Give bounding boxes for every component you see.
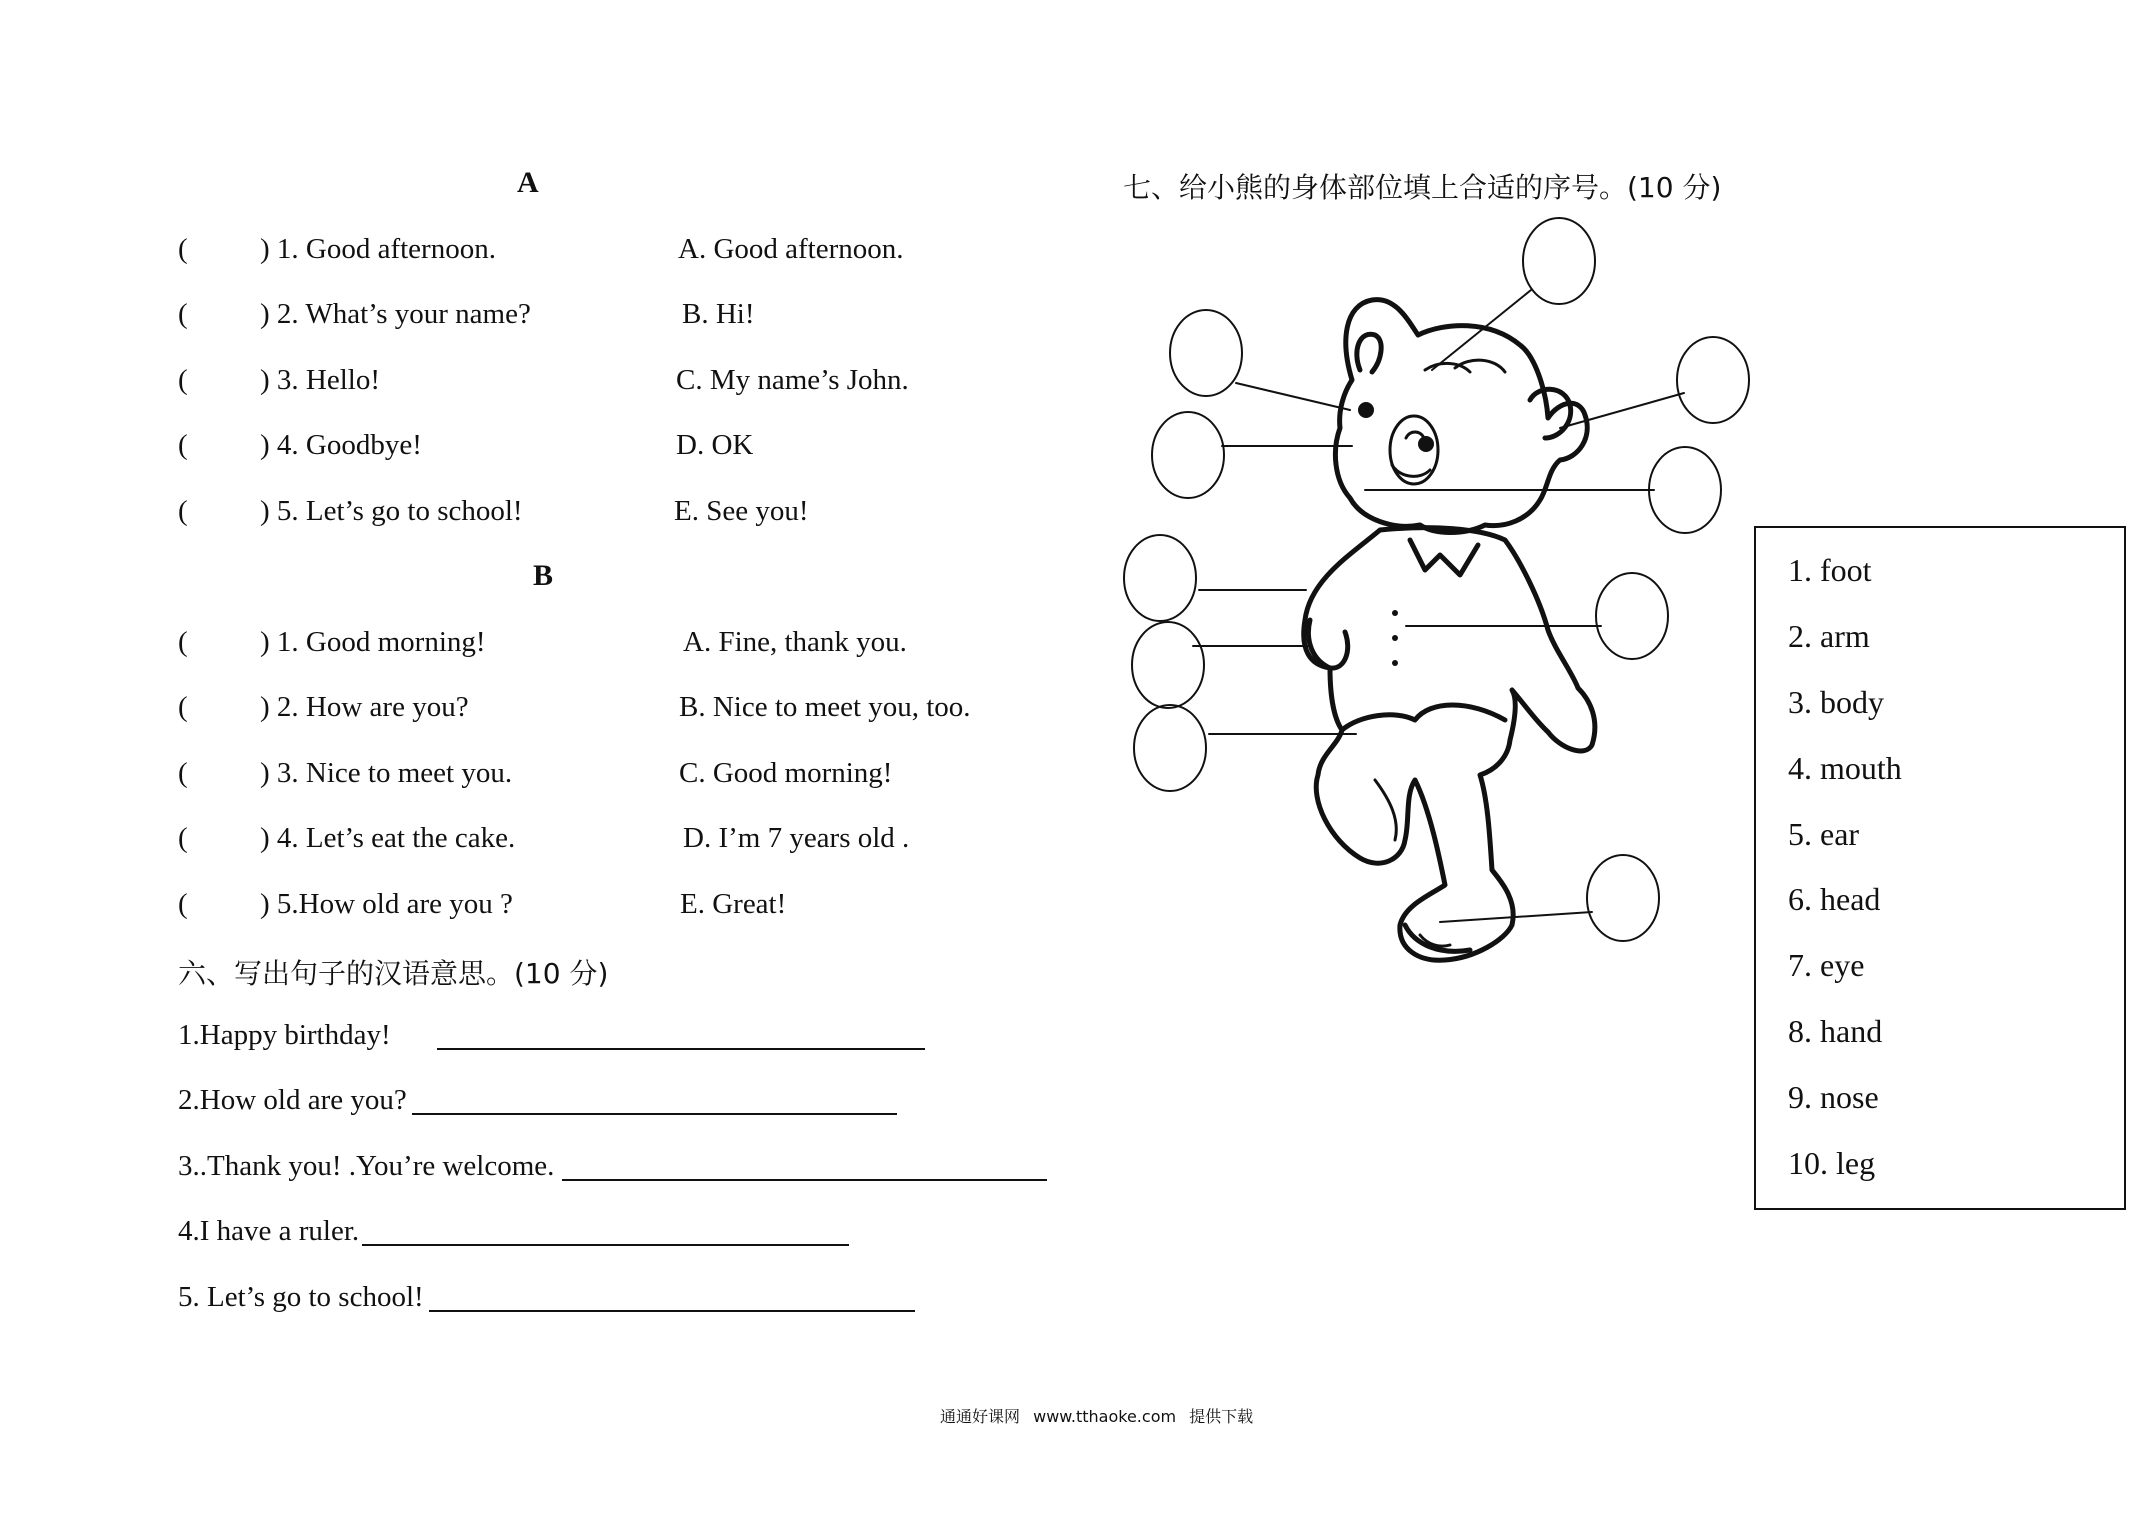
answer-option: C. My name’s John. [676,364,909,396]
word-item: 7. eye [1788,947,1865,983]
answer-paren: ( [178,364,188,396]
sentence-text: 5. Let’s go to school! [178,1281,424,1313]
answer-blank[interactable] [429,1280,915,1312]
answer-option: C. Good morning! [679,757,893,789]
word-item: 10. leg [1788,1145,1876,1181]
question-text: ) 4. Goodbye! [260,429,422,461]
word-bank [1754,526,2126,1210]
footer-site: 通通好课网 [940,1407,1021,1426]
question-text: ) 3. Nice to meet you. [260,757,513,789]
answer-option: B. Hi! [682,298,755,330]
question-text: ) 5.How old are you ? [260,888,513,920]
question-text: ) 5. Let’s go to school! [260,495,523,527]
answer-option: E. Great! [680,888,787,920]
section-b-title: B [533,559,554,592]
word-item: 6. head [1788,881,1881,917]
section-6-title: 六、写出句子的汉语意思。(10 分) [178,957,609,990]
sentence-text: 4.I have a ruler. [178,1215,360,1247]
word-item: 8. hand [1788,1013,1883,1049]
answer-paren: ( [178,822,188,854]
answer-blank[interactable] [437,1018,925,1050]
section-a-title: A [517,166,539,199]
answer-paren: ( [178,888,188,920]
question-text: ) 1. Good afternoon. [260,233,496,265]
sentence-text: 3..Thank you! .You’re welcome. [178,1150,555,1182]
word-item: 9. nose [1788,1079,1879,1115]
answer-paren: ( [178,626,188,658]
question-text: ) 4. Let’s eat the cake. [260,822,516,854]
answer-blank[interactable] [362,1214,849,1246]
answer-paren: ( [178,298,188,330]
answer-option: D. I’m 7 years old . [683,822,910,854]
footer [940,1404,1253,1427]
answer-paren: ( [178,495,188,527]
word-item: 2. arm [1788,618,1870,654]
answer-paren: ( [178,757,188,789]
answer-paren: ( [178,429,188,461]
sentence-text: 1.Happy birthday! [178,1019,391,1051]
footer-url[interactable]: www.tthaoke.com [1033,1407,1177,1426]
footer-suffix: 提供下载 [1189,1407,1254,1426]
section-7-title: 七、给小熊的身体部位填上合适的序号。(10 分) [1123,171,1722,204]
answer-paren: ( [178,691,188,723]
question-text: ) 2. What’s your name? [260,298,531,330]
word-item: 5. ear [1788,816,1860,852]
answer-blank[interactable] [412,1083,897,1115]
answer-option: D. OK [676,429,754,461]
word-item: 3. body [1788,684,1884,720]
answer-option: E. See you! [674,495,809,527]
sentence-text: 2.How old are you? [178,1084,407,1116]
word-item: 4. mouth [1788,750,1902,786]
answer-option: B. Nice to meet you, too. [679,691,971,723]
answer-option: A. Fine, thank you. [683,626,907,658]
question-text: ) 1. Good morning! [260,626,486,658]
answer-paren: ( [178,233,188,265]
answer-blank[interactable] [562,1149,1047,1181]
question-text: ) 2. How are you? [260,691,469,723]
word-item: 1. foot [1788,552,1872,588]
question-text: ) 3. Hello! [260,364,380,396]
answer-option: A. Good afternoon. [678,233,904,265]
